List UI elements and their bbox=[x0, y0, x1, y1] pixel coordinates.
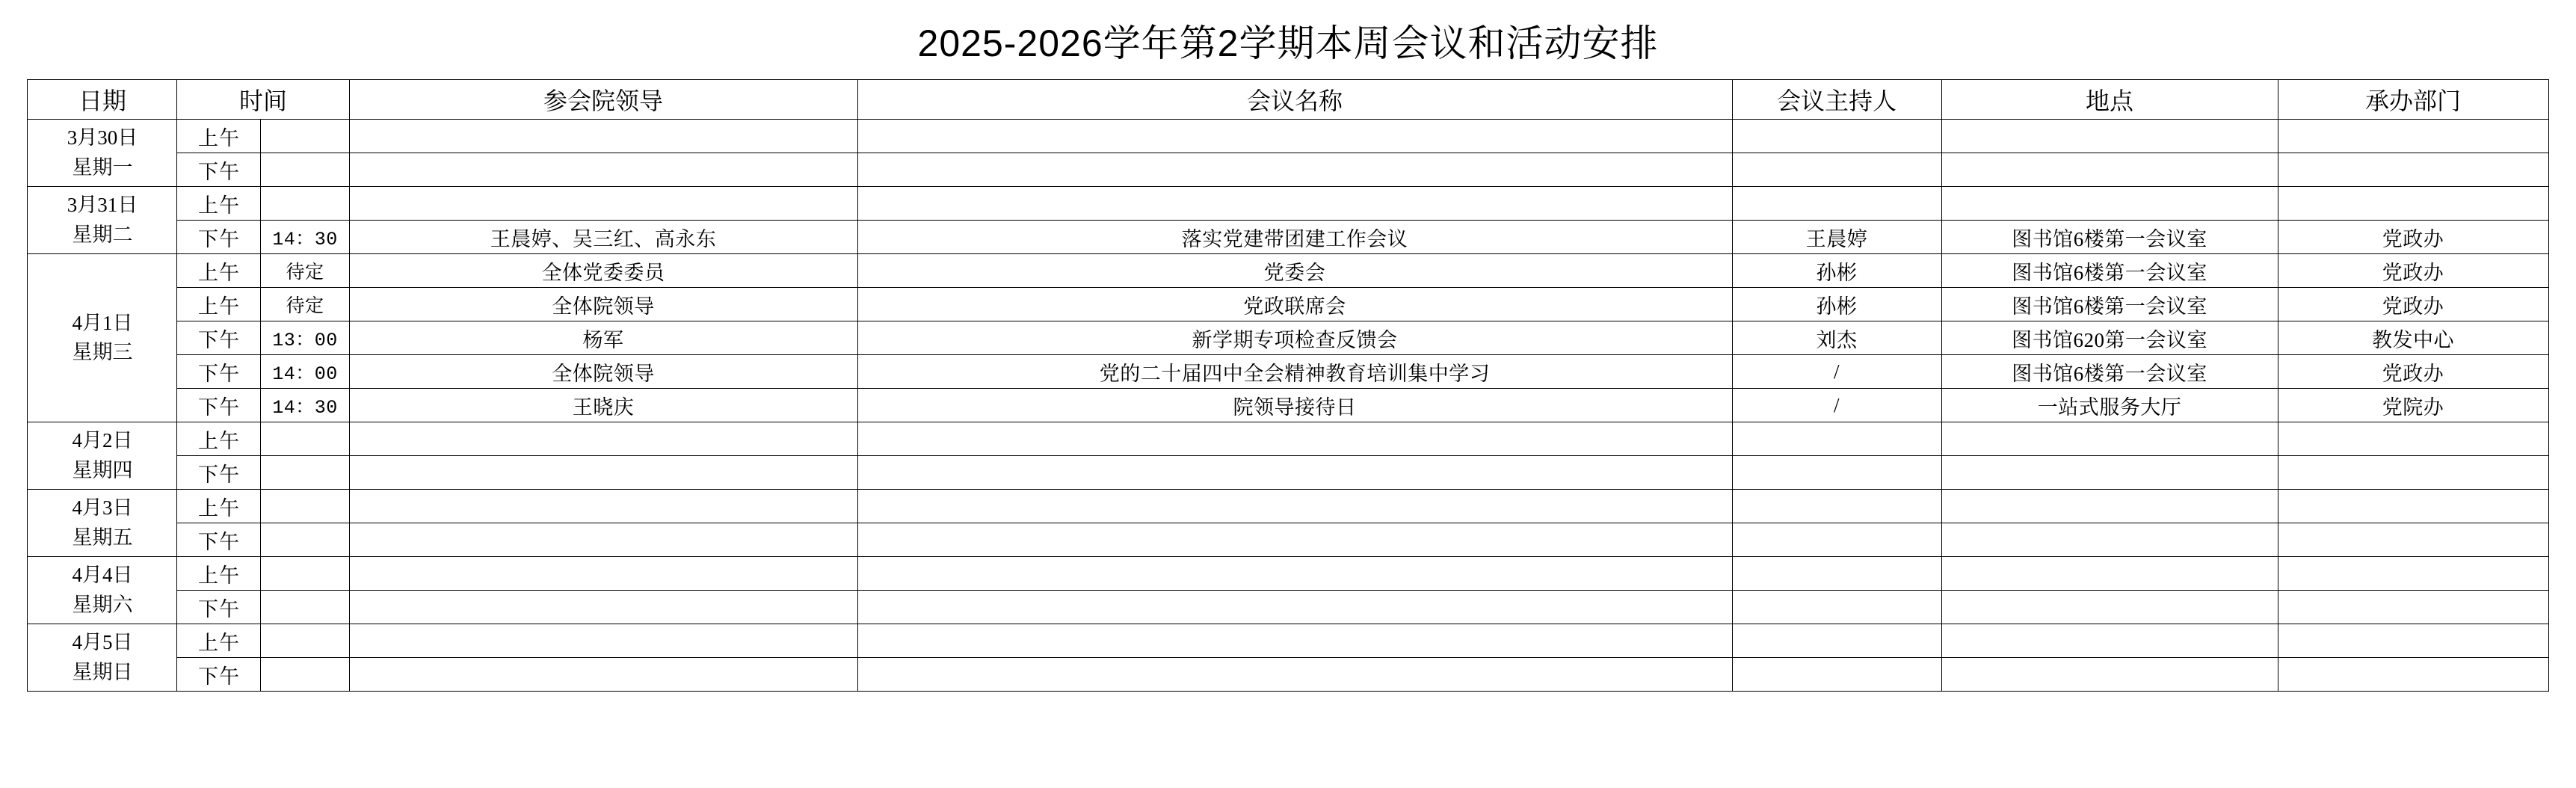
table-row bbox=[28, 389, 2548, 422]
place-cell: 图书馆620第一会议室 bbox=[1941, 321, 2278, 355]
half-day-cell: 下午 bbox=[177, 456, 261, 490]
table-row bbox=[28, 187, 2548, 221]
meeting-name-cell: 党的二十届四中全会精神教育培训集中学习 bbox=[857, 355, 1732, 389]
host-cell: 王晨婷 bbox=[1732, 221, 1941, 254]
column-header-meeting-name: 会议名称 bbox=[857, 80, 1732, 120]
meeting-name-cell: 新学期专项检查反馈会 bbox=[857, 321, 1732, 355]
half-day-cell: 下午 bbox=[177, 523, 261, 557]
time-cell bbox=[261, 490, 349, 523]
date-cell bbox=[28, 254, 177, 422]
place-cell: 图书馆6楼第一会议室 bbox=[1941, 221, 2278, 254]
time-cell bbox=[261, 153, 349, 187]
department-cell bbox=[2278, 490, 2548, 523]
place-cell bbox=[1941, 490, 2278, 523]
place-cell bbox=[1941, 120, 2278, 153]
department-cell bbox=[2278, 624, 2548, 658]
place-cell bbox=[1941, 591, 2278, 624]
half-day-cell: 上午 bbox=[177, 490, 261, 523]
department-cell bbox=[2278, 153, 2548, 187]
department-cell bbox=[2278, 422, 2548, 456]
time-cell bbox=[261, 120, 349, 153]
leaders-cell: 全体党委委员 bbox=[349, 254, 857, 288]
table-row bbox=[28, 221, 2548, 254]
department-cell: 教发中心 bbox=[2278, 321, 2548, 355]
table-row bbox=[28, 591, 2548, 624]
leaders-cell bbox=[349, 624, 857, 658]
leaders-cell bbox=[349, 490, 857, 523]
table-row bbox=[28, 490, 2548, 523]
host-cell: 刘杰 bbox=[1732, 321, 1941, 355]
date-cell bbox=[28, 557, 177, 624]
half-day-cell: 下午 bbox=[177, 153, 261, 187]
leaders-cell: 全体院领导 bbox=[349, 288, 857, 321]
meeting-name-cell: 党政联席会 bbox=[857, 288, 1732, 321]
time-cell bbox=[261, 456, 349, 490]
department-cell bbox=[2278, 523, 2548, 557]
date-line-2: 星期五 bbox=[72, 526, 133, 549]
date-cell bbox=[28, 624, 177, 692]
date-line-2: 星期日 bbox=[72, 660, 133, 683]
table-header-row bbox=[28, 80, 2548, 120]
half-day-cell: 下午 bbox=[177, 658, 261, 692]
table-row bbox=[28, 456, 2548, 490]
half-day-cell: 上午 bbox=[177, 557, 261, 591]
date-line-2: 星期一 bbox=[72, 156, 133, 179]
half-day-cell: 下午 bbox=[177, 221, 261, 254]
host-cell bbox=[1732, 187, 1941, 221]
department-cell: 党政办 bbox=[2278, 254, 2548, 288]
leaders-cell: 王晨婷、吴三红、高永东 bbox=[349, 221, 857, 254]
half-day-cell: 下午 bbox=[177, 389, 261, 422]
column-header-department: 承办部门 bbox=[2278, 80, 2548, 120]
meeting-name-cell bbox=[857, 456, 1732, 490]
table-row bbox=[28, 523, 2548, 557]
leaders-cell bbox=[349, 591, 857, 624]
date-cell bbox=[28, 120, 177, 187]
half-day-cell: 下午 bbox=[177, 321, 261, 355]
time-cell: 14：00 bbox=[261, 355, 349, 389]
date-cell bbox=[28, 187, 177, 254]
table-row bbox=[28, 658, 2548, 692]
meeting-name-cell bbox=[857, 422, 1732, 456]
half-day-cell: 上午 bbox=[177, 187, 261, 221]
department-cell bbox=[2278, 456, 2548, 490]
half-day-cell: 上午 bbox=[177, 422, 261, 456]
page-title: 2025-2026学年第2学期本周会议和活动安排 bbox=[917, 22, 1659, 64]
date-line-1: 4月4日 bbox=[72, 564, 133, 587]
department-cell bbox=[2278, 187, 2548, 221]
half-day-cell: 上午 bbox=[177, 624, 261, 658]
meeting-name-cell bbox=[857, 153, 1732, 187]
meeting-name-cell bbox=[857, 120, 1732, 153]
host-cell bbox=[1732, 658, 1941, 692]
place-cell: 一站式服务大厅 bbox=[1941, 389, 2278, 422]
host-cell: / bbox=[1732, 355, 1941, 389]
date-line-2: 星期四 bbox=[72, 458, 133, 481]
leaders-cell bbox=[349, 153, 857, 187]
meeting-name-cell bbox=[857, 490, 1732, 523]
time-cell bbox=[261, 557, 349, 591]
meeting-name-cell: 院领导接待日 bbox=[857, 389, 1732, 422]
place-cell bbox=[1941, 557, 2278, 591]
half-day-cell: 上午 bbox=[177, 120, 261, 153]
time-cell: 待定 bbox=[261, 288, 349, 321]
place-cell: 图书馆6楼第一会议室 bbox=[1941, 254, 2278, 288]
host-cell bbox=[1732, 591, 1941, 624]
leaders-cell bbox=[349, 557, 857, 591]
place-cell: 图书馆6楼第一会议室 bbox=[1941, 355, 2278, 389]
date-line-1: 3月31日 bbox=[67, 194, 138, 217]
host-cell bbox=[1732, 456, 1941, 490]
column-header-leaders: 参会院领导 bbox=[349, 80, 857, 120]
department-cell: 党政办 bbox=[2278, 288, 2548, 321]
department-cell bbox=[2278, 120, 2548, 153]
date-line-2: 星期六 bbox=[72, 593, 133, 616]
department-cell: 党政办 bbox=[2278, 221, 2548, 254]
place-cell bbox=[1941, 624, 2278, 658]
meeting-name-cell bbox=[857, 624, 1732, 658]
host-cell: / bbox=[1732, 389, 1941, 422]
meeting-name-cell bbox=[857, 187, 1732, 221]
host-cell bbox=[1732, 557, 1941, 591]
leaders-cell bbox=[349, 422, 857, 456]
leaders-cell: 王晓庆 bbox=[349, 389, 857, 422]
column-header-host: 会议主持人 bbox=[1732, 80, 1941, 120]
meeting-name-cell bbox=[857, 523, 1732, 557]
department-cell bbox=[2278, 557, 2548, 591]
place-cell: 图书馆6楼第一会议室 bbox=[1941, 288, 2278, 321]
table-row bbox=[28, 321, 2548, 355]
date-line-1: 4月3日 bbox=[72, 496, 133, 520]
host-cell bbox=[1732, 490, 1941, 523]
half-day-cell: 上午 bbox=[177, 254, 261, 288]
table-row bbox=[28, 153, 2548, 187]
half-day-cell: 上午 bbox=[177, 288, 261, 321]
leaders-cell bbox=[349, 658, 857, 692]
place-cell bbox=[1941, 456, 2278, 490]
place-cell bbox=[1941, 153, 2278, 187]
host-cell bbox=[1732, 422, 1941, 456]
host-cell bbox=[1732, 120, 1941, 153]
column-header-time: 时间 bbox=[177, 80, 349, 120]
time-cell bbox=[261, 422, 349, 456]
leaders-cell bbox=[349, 456, 857, 490]
table-row bbox=[28, 624, 2548, 658]
time-cell bbox=[261, 591, 349, 624]
date-line-1: 4月1日 bbox=[72, 311, 133, 334]
column-header-place: 地点 bbox=[1941, 80, 2278, 120]
host-cell: 孙彬 bbox=[1732, 288, 1941, 321]
host-cell bbox=[1732, 523, 1941, 557]
place-cell bbox=[1941, 422, 2278, 456]
half-day-cell: 下午 bbox=[177, 591, 261, 624]
host-cell bbox=[1732, 153, 1941, 187]
department-cell bbox=[2278, 591, 2548, 624]
time-cell: 14：30 bbox=[261, 221, 349, 254]
meeting-name-cell: 党委会 bbox=[857, 254, 1732, 288]
meeting-name-cell bbox=[857, 591, 1732, 624]
date-line-2: 星期三 bbox=[72, 341, 133, 363]
place-cell bbox=[1941, 658, 2278, 692]
time-cell: 14：30 bbox=[261, 389, 349, 422]
host-cell bbox=[1732, 624, 1941, 658]
time-cell bbox=[261, 658, 349, 692]
table-row bbox=[28, 422, 2548, 456]
date-line-1: 4月5日 bbox=[72, 631, 133, 654]
table-row bbox=[28, 254, 2548, 288]
table-row bbox=[28, 288, 2548, 321]
weekly-schedule-table bbox=[27, 79, 2548, 692]
table-body bbox=[28, 120, 2548, 692]
half-day-cell: 下午 bbox=[177, 355, 261, 389]
leaders-cell bbox=[349, 187, 857, 221]
time-cell bbox=[261, 187, 349, 221]
leaders-cell bbox=[349, 523, 857, 557]
department-cell bbox=[2278, 658, 2548, 692]
table-row bbox=[28, 120, 2548, 153]
table-header bbox=[28, 80, 2548, 120]
place-cell bbox=[1941, 523, 2278, 557]
date-line-1: 3月30日 bbox=[67, 126, 138, 150]
date-line-1: 4月2日 bbox=[72, 429, 133, 452]
host-cell: 孙彬 bbox=[1732, 254, 1941, 288]
meeting-name-cell bbox=[857, 658, 1732, 692]
time-cell bbox=[261, 523, 349, 557]
time-cell bbox=[261, 624, 349, 658]
place-cell bbox=[1941, 187, 2278, 221]
department-cell: 党院办 bbox=[2278, 389, 2548, 422]
date-line-2: 星期二 bbox=[72, 223, 133, 246]
time-cell: 待定 bbox=[261, 254, 349, 288]
table-row bbox=[28, 557, 2548, 591]
column-header-date: 日期 bbox=[28, 80, 177, 120]
date-cell bbox=[28, 422, 177, 490]
date-cell bbox=[28, 490, 177, 557]
leaders-cell bbox=[349, 120, 857, 153]
meeting-name-cell: 落实党建带团建工作会议 bbox=[857, 221, 1732, 254]
department-cell: 党政办 bbox=[2278, 355, 2548, 389]
table-row bbox=[28, 355, 2548, 389]
leaders-cell: 全体院领导 bbox=[349, 355, 857, 389]
meeting-name-cell bbox=[857, 557, 1732, 591]
time-cell: 13：00 bbox=[261, 321, 349, 355]
leaders-cell: 杨军 bbox=[349, 321, 857, 355]
